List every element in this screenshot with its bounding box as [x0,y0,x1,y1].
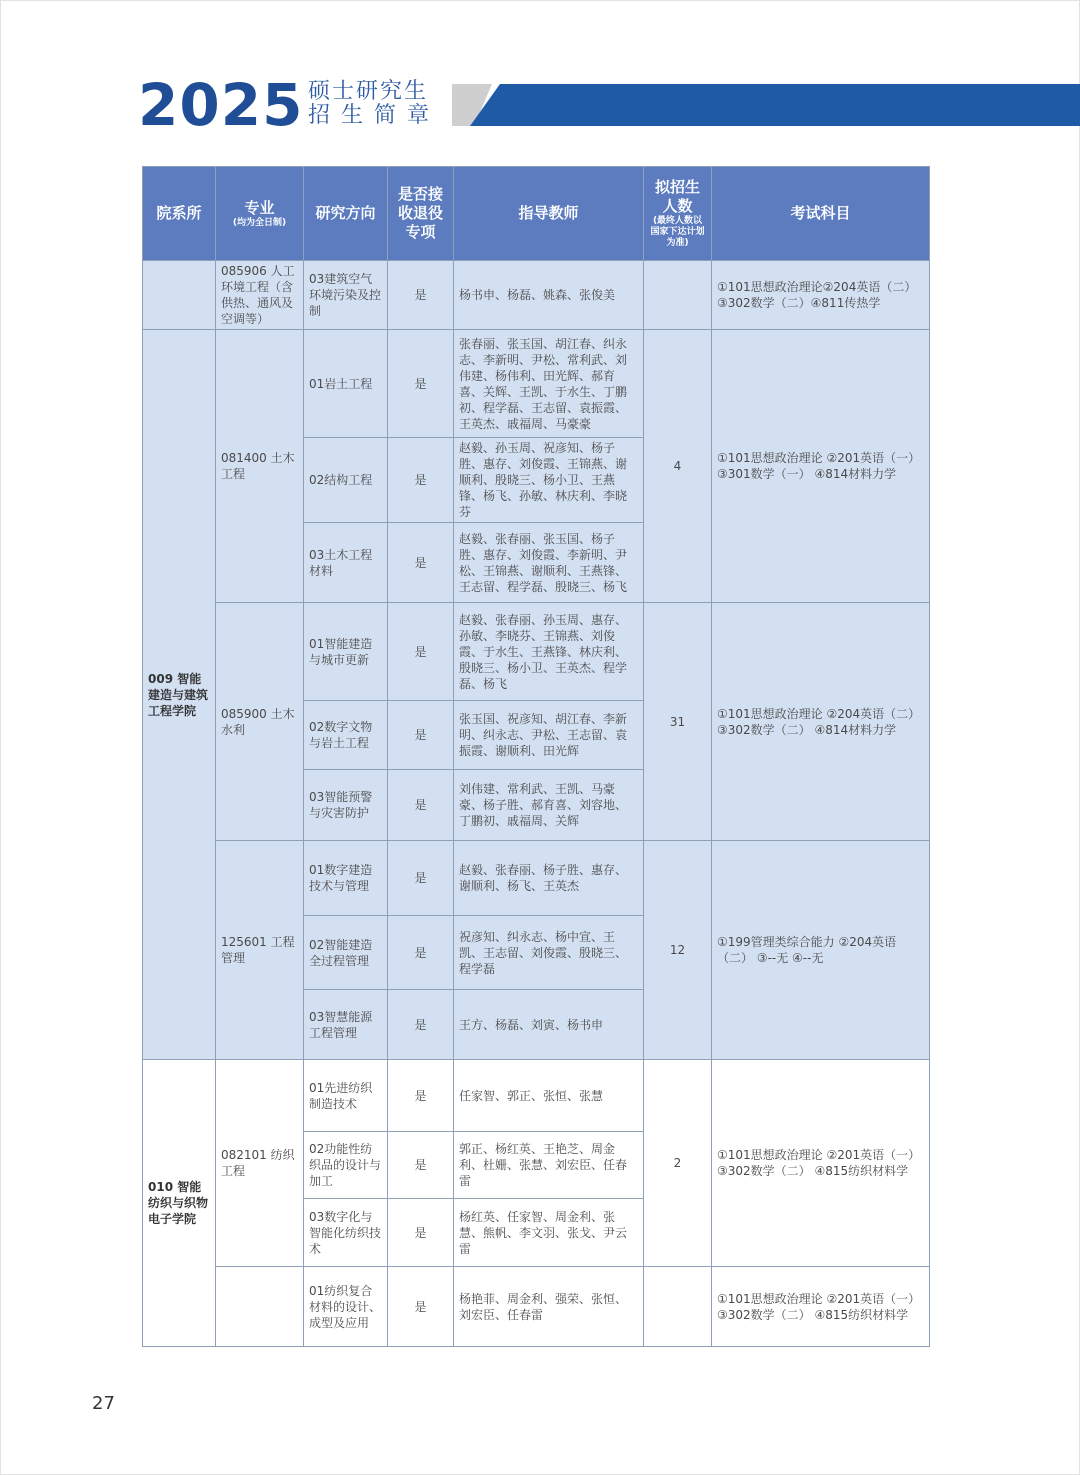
advisor-cell: 赵毅、张春丽、杨子胜、惠存、谢顺利、杨飞、王英杰 [454,841,644,916]
exam-cell: ①101思想政治理论 ②201英语（一） ③302数学（二） ④815纺织材料学 [712,1060,930,1267]
advisor-cell: 任家智、郭正、张恒、张慧 [454,1060,644,1132]
major-cell: 081400 土木工程 [216,330,304,603]
advisor-cell: 赵毅、张春丽、张玉国、杨子胜、惠存、刘俊霞、李新明、尹松、王锦燕、谢顺利、王燕锋、王志留、程学磊、殷晓三、杨飞 [454,523,644,603]
advisor-cell: 张玉国、祝彦知、胡江春、李新明、纠永志、尹松、王志留、袁振霞、谢顺利、田光辉 [454,701,644,770]
header-dept: 院系所 [143,167,216,261]
quota-cell: 31 [644,603,712,841]
exam-cell: ①199管理类综合能力 ②204英语（二） ③--无 ④--无 [712,841,930,1060]
brochure-subtitle [308,80,431,128]
table-header-row [143,167,930,261]
direction-cell: 01先进纺织制造技术 [304,1060,388,1132]
retired-cell: 是 [388,330,454,438]
major-cell: 125601 工程管理 [216,841,304,1060]
header-direction: 研究方向 [304,167,388,261]
retired-cell: 是 [388,523,454,603]
quota-cell [644,261,712,330]
retired-cell: 是 [388,1132,454,1199]
table-row [143,330,930,438]
advisor-cell: 杨红英、任家智、周金利、张慧、熊帆、李文羽、张戈、尹云雷 [454,1199,644,1267]
major-cell [216,1267,304,1347]
quota-cell: 2 [644,1060,712,1267]
advisor-cell: 祝彦知、纠永志、杨中宣、王凯、王志留、刘俊霞、殷晓三、程学磊 [454,916,644,990]
table-row [143,1060,930,1132]
exam-cell: ①101思想政治理论 ②201英语（一） ③302数学（二） ④815纺织材料学 [712,1267,930,1347]
table-row [143,1267,930,1347]
major-cell: 082101 纺织工程 [216,1060,304,1267]
retired-cell: 是 [388,701,454,770]
table-row [143,841,930,916]
advisor-cell: 王方、杨磊、刘寅、杨书申 [454,990,644,1060]
retired-cell: 是 [388,916,454,990]
retired-cell: 是 [388,1060,454,1132]
subtitle-line-1: 硕士研究生 [308,79,429,104]
header-quota-label: 拟招生人数 [654,178,700,215]
header-major-label: 专业 [244,198,275,217]
advisor-cell: 郭正、杨红英、王艳芝、周金利、杜姗、张慧、刘宏臣、任春雷 [454,1132,644,1199]
direction-cell: 03智能预警与灾害防护 [304,770,388,841]
advisor-cell: 杨艳菲、周金利、强荣、张恒、刘宏臣、任春雷 [454,1267,644,1347]
direction-cell: 02结构工程 [304,438,388,523]
table-row [143,261,930,330]
page-number: 27 [92,1393,115,1414]
retired-cell: 是 [388,261,454,330]
quota-cell [644,1267,712,1347]
advisor-cell: 张春丽、张玉国、胡江春、纠永志、李新明、尹松、常利武、刘伟建、杨伟利、田光辉、郝育喜、关辉、王凯、于水生、丁鹏初、程学磊、王志留、袁振霞、王英杰、戚福周、马豪豪 [454,330,644,438]
direction-cell: 03数字化与智能化纺织技术 [304,1199,388,1267]
retired-cell: 是 [388,603,454,701]
header-banner [470,84,1080,126]
advisor-cell: 赵毅、张春丽、孙玉周、惠存、孙敏、李晓芬、王锦燕、刘俊霞、于水生、王燕锋、林庆利、殷晓三、杨小卫、王英杰、程学磊、杨飞 [454,603,644,701]
retired-cell: 是 [388,990,454,1060]
advisor-cell: 杨书申、杨磊、姚森、张俊美 [454,261,644,330]
direction-cell: 01智能建造与城市更新 [304,603,388,701]
direction-cell: 03土木工程材料 [304,523,388,603]
direction-cell: 03智慧能源工程管理 [304,990,388,1060]
admission-table [142,166,930,1347]
advisor-cell: 赵毅、孙玉周、祝彦知、杨子胜、惠存、刘俊霞、王锦燕、谢顺利、殷晓三、杨小卫、王燕锋、杨飞、孙敏、林庆利、李晓芬 [454,438,644,523]
retired-cell: 是 [388,1199,454,1267]
major-cell: 085906 人工环境工程（含供热、通风及空调等） [216,261,304,330]
retired-cell: 是 [388,1267,454,1347]
header-exam: 考试科目 [712,167,930,261]
dept-cell: 009 智能建造与建筑工程学院 [143,330,216,1060]
retired-cell: 是 [388,841,454,916]
header-retired: 是否接收退役专项 [388,167,454,261]
quota-cell: 12 [644,841,712,1060]
direction-cell: 02数字文物与岩土工程 [304,701,388,770]
direction-cell: 01数字建造技术与管理 [304,841,388,916]
quota-cell: 4 [644,330,712,603]
exam-cell: ①101思想政治理论②204英语（二）③302数学（二）④811传热学 [712,261,930,330]
header-quota [644,167,712,261]
direction-cell: 03建筑空气环境污染及控制 [304,261,388,330]
header-quota-note: (最终人数以国家下达计划为准) [650,216,705,248]
direction-cell: 02智能建造全过程管理 [304,916,388,990]
direction-cell: 01岩土工程 [304,330,388,438]
retired-cell: 是 [388,438,454,523]
table-row [143,603,930,701]
header-advisor: 指导教师 [454,167,644,261]
major-cell: 085900 土木水利 [216,603,304,841]
dept-cell: 010 智能纺织与织物电子学院 [143,1060,216,1347]
header-major [216,167,304,261]
dept-cell [143,261,216,330]
direction-cell: 01纺织复合材料的设计、成型及应用 [304,1267,388,1347]
advisor-cell: 刘伟建、常利武、王凯、马豪豪、杨子胜、郝育喜、刘容地、丁鹏初、戚福周、关辉 [454,770,644,841]
subtitle-line-2: 招 生 简 章 [308,103,431,128]
exam-cell: ①101思想政治理论 ②204英语（二） ③302数学（二） ④814材料力学 [712,603,930,841]
year-title: 2025 [138,71,304,139]
exam-cell: ①101思想政治理论 ②201英语（一） ③301数学（一） ④814材料力学 [712,330,930,603]
direction-cell: 02功能性纺织品的设计与加工 [304,1132,388,1199]
retired-cell: 是 [388,770,454,841]
header-major-note: (均为全日制) [232,217,287,228]
